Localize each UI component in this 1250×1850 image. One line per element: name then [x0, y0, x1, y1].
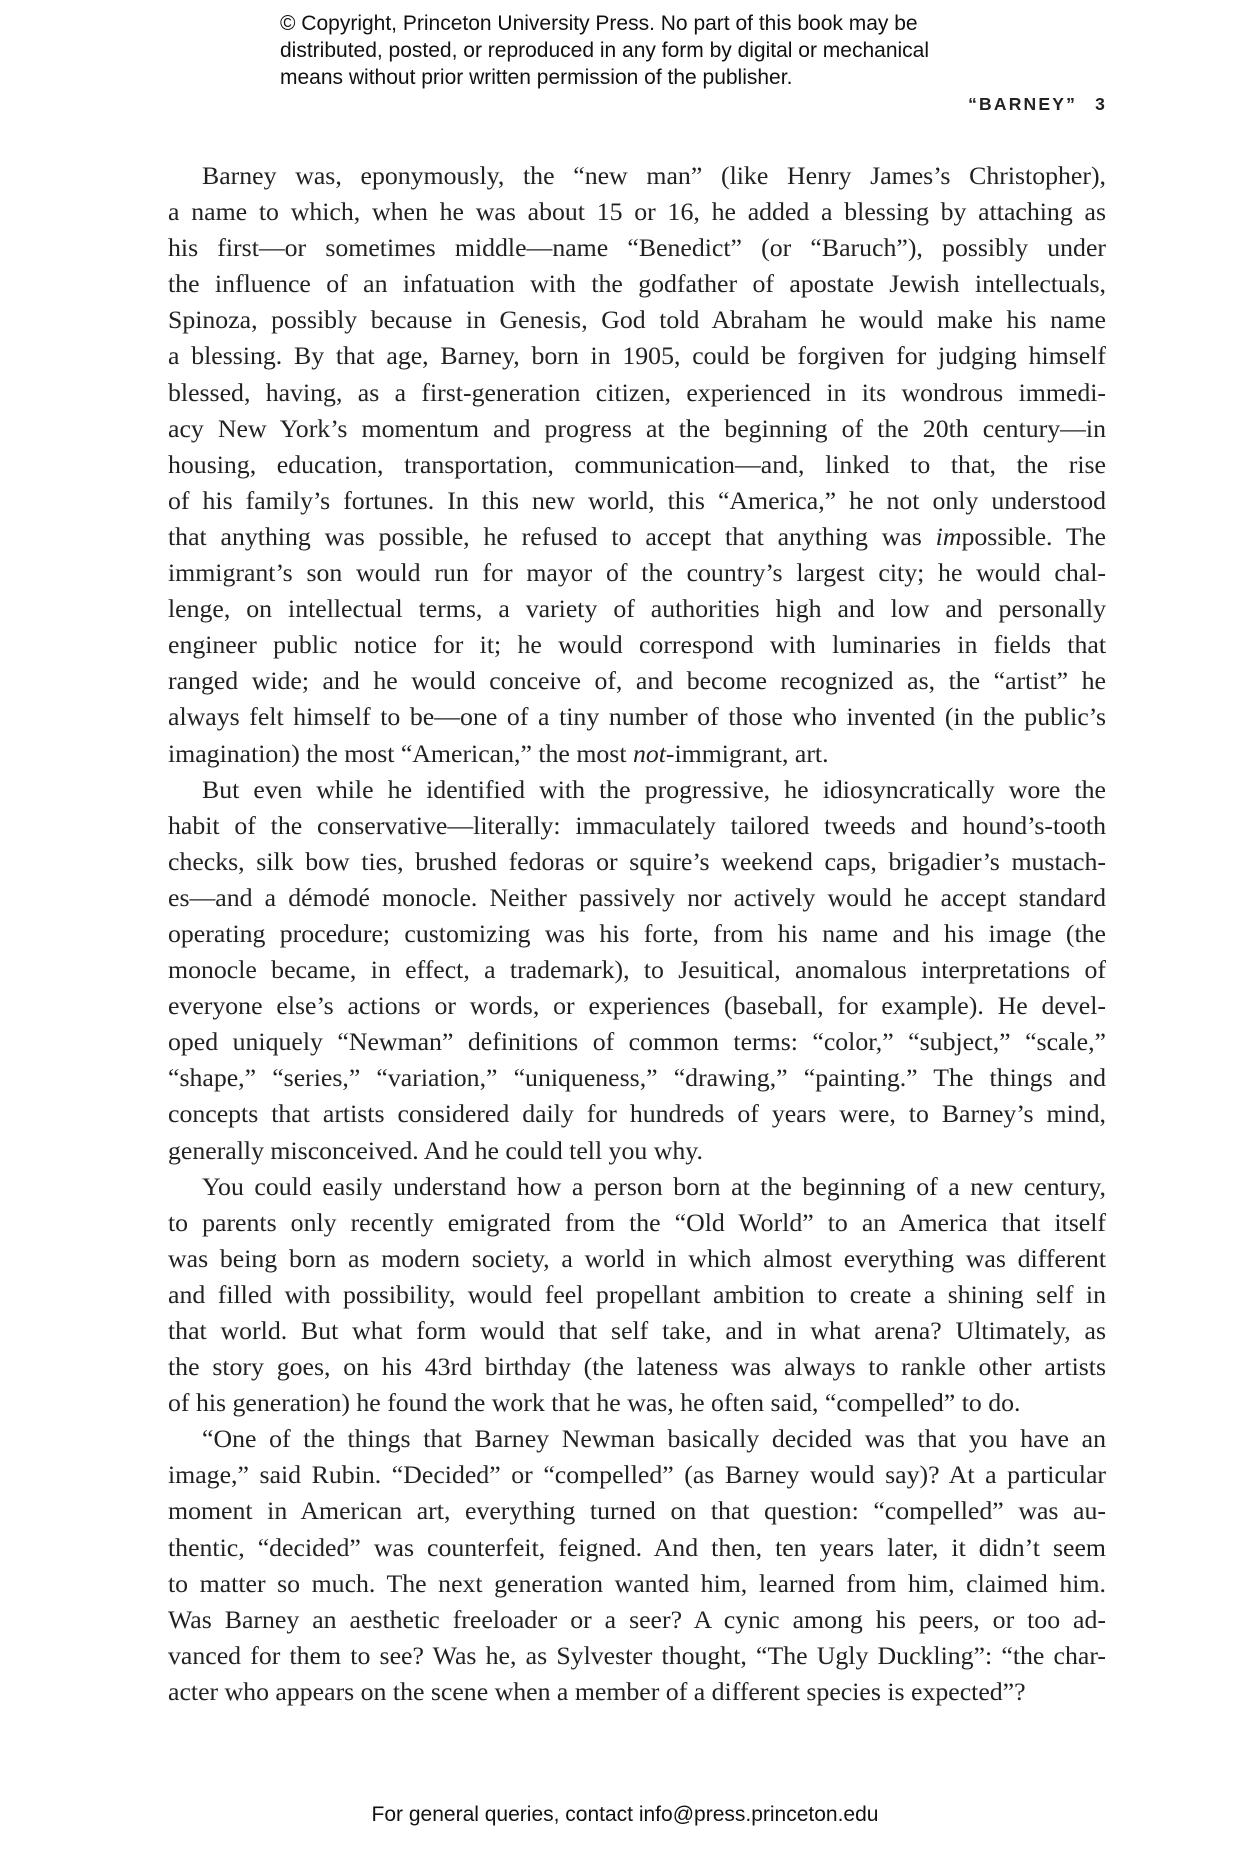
footer-contact: For general queries, contact info@press.princeton.edu	[371, 1803, 879, 1826]
text-line: to matter so much. The next generation wanted him, learned from him, claimed him.	[168, 1568, 1106, 1598]
text-line: blessed, having, as a first-generation citizen, experienced in its wondrous immedi-	[168, 377, 1106, 407]
text-line: of his generation) he found the work that he was, he often said, “compelled” to do.	[168, 1388, 1021, 1418]
footer	[0, 1803, 1250, 1827]
text-line: engineer public notice for it; he would correspond with luminaries in fields that	[168, 630, 1106, 660]
text-line: monocle became, in effect, a trademark), to Jesuitical, anomalous interpretations of	[168, 955, 1106, 985]
text-line: always felt himself to be—one of a tiny number of those who invented (in the public’s	[168, 702, 1106, 732]
paragraph	[168, 1169, 1106, 1422]
text-line: housing, education, transportation, communication—and, linked to that, the rise	[168, 449, 1106, 479]
copyright-notice	[280, 10, 1040, 91]
running-head	[968, 94, 1107, 115]
text-line: the influence of an infatuation with the godfather of apostate Jewish intellectuals,	[168, 269, 1106, 299]
text-line: “shape,” “series,” “variation,” “uniqueness,” “drawing,” “painting.” The things and	[168, 1063, 1106, 1093]
copyright-line: © Copyright, Princeton University Press. No part of this book may be	[280, 12, 918, 35]
text-line: vanced for them to see? Was he, as Sylvester thought, “The Ugly Duckling”: “the char-	[168, 1640, 1106, 1670]
text-line: concepts that artists considered daily for hundreds of years were, to Barney’s mind,	[168, 1099, 1106, 1129]
body-text	[168, 158, 1106, 1710]
text-line: Barney was, eponymously, the “new man” (like Henry James’s Christopher),	[202, 161, 1106, 190]
text-line: his first—or sometimes middle—name “Benedict” (or “Baruch”), possibly under	[168, 233, 1106, 263]
text-line: operating procedure; customizing was his forte, from his name and his image (the	[168, 918, 1106, 948]
text-line: and filled with possibility, would feel propellant ambition to create a shining self in	[168, 1279, 1106, 1309]
page-number: 3	[1095, 94, 1107, 114]
text-line: habit of the conservative—literally: immaculately tailored tweeds and hound’s-tooth	[168, 810, 1106, 840]
text-line: checks, silk bow ties, brushed fedoras or squire’s weekend caps, brigadier’s mustach-	[168, 846, 1106, 876]
text-line: thentic, “decided” was counterfeit, feigned. And then, ten years later, it didn’t seem	[168, 1532, 1106, 1562]
text-line: Spinoza, possibly because in Genesis, God told Abraham he would make his name	[168, 305, 1106, 335]
text-line: “One of the things that Barney Newman basically decided was that you have an	[202, 1424, 1106, 1454]
text-line: acy New York’s momentum and progress at the beginning of the 20th century—in	[168, 413, 1106, 443]
text-line: the story goes, on his 43rd birthday (the lateness was always to rankle other artists	[168, 1352, 1106, 1382]
paragraph	[168, 772, 1106, 1169]
text-line: You could easily understand how a person born at the beginning of a new century,	[202, 1171, 1106, 1201]
text-line: everyone else’s actions or words, or experiences (baseball, for example). He devel-	[168, 991, 1106, 1021]
text-line: image,” said Rubin. “Decided” or “compelled” (as Barney would say)? At a particular	[168, 1460, 1106, 1490]
text-line: imagination) the most “American,” the most not-immigrant, art.	[168, 738, 829, 768]
text-line: immigrant’s son would run for mayor of the country’s largest city; he would chal-	[168, 558, 1106, 588]
text-line: of his family’s fortunes. In this new world, this “America,” he not only understood	[168, 485, 1106, 515]
running-head-title: “BARNEY”	[968, 94, 1078, 114]
text-line: a name to which, when he was about 15 or 16, he added a blessing by attaching as	[168, 197, 1106, 227]
text-line: acter who appears on the scene when a member of a different species is expected”?	[168, 1676, 1026, 1706]
text-line: es—and a démodé monocle. Neither passively nor actively would he accept standard	[168, 882, 1106, 912]
text-line: that anything was possible, he refused to accept that anything was impossible. The	[168, 521, 1106, 551]
text-line: lenge, on intellectual terms, a variety of authorities high and low and personally	[168, 594, 1106, 624]
text-line: was being born as modern society, a world in which almost everything was different	[168, 1243, 1106, 1273]
text-line: to parents only recently emigrated from the “Old World” to an America that itself	[168, 1207, 1106, 1237]
text-line: a blessing. By that age, Barney, born in 1905, could be forgiven for judging himself	[168, 341, 1106, 371]
text-line: But even while he identified with the progressive, he idiosyncratically wore the	[202, 774, 1106, 804]
copyright-line: distributed, posted, or reproduced in any form by digital or mechanical	[280, 39, 930, 62]
text-line: generally misconceived. And he could tell you why.	[168, 1135, 703, 1165]
text-line: oped uniquely “Newman” definitions of common terms: “color,” “subject,” “scale,”	[168, 1027, 1106, 1057]
paragraph	[168, 1421, 1106, 1710]
text-line: Was Barney an aesthetic freeloader or a seer? A cynic among his peers, or too ad-	[168, 1604, 1106, 1634]
paragraph	[168, 158, 1106, 772]
text-line: ranged wide; and he would conceive of, and become recognized as, the “artist” he	[168, 666, 1106, 696]
copyright-line: means without prior written permission of the publisher.	[280, 66, 793, 89]
text-line: that world. But what form would that self take, and in what arena? Ultimately, as	[168, 1316, 1106, 1345]
text-line: moment in American art, everything turned on that question: “compelled” was au-	[168, 1496, 1106, 1526]
